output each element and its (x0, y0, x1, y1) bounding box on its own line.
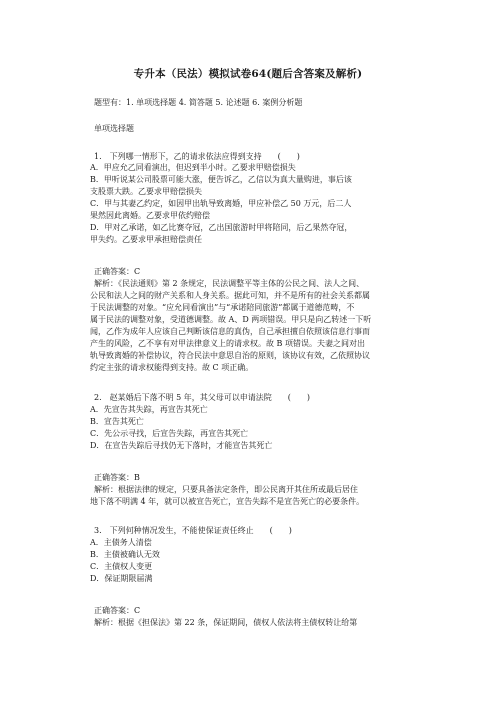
q3-explanation-line: 解析：根据《担保法》第 22 条，保证期间，债权人依法将主债权转让给第 (94, 618, 358, 627)
q3-option-a: A．主债务人清偿 (90, 538, 152, 547)
q1-explanation-line: 约定主张的请求权能得到支持。故 C 项正确。 (90, 363, 254, 372)
q1-option-b-line1: B．甲听说某公司股票可能大涨，便告诉乙，乙信以为真大量购进，事后该 (90, 175, 352, 184)
q1-explanation-line: 解析：《民法通则》第 2 条规定，民法调整平等主体的公民之间、法人之间、 (94, 279, 365, 288)
q3-answer: 正确答案：C (94, 606, 141, 615)
q1-option-c-line1: C．甲与其妻乙约定，如因甲出轨导致离婚，甲应补偿乙 50 万元，后二人 (90, 199, 352, 208)
q1-explanation-line: 闻，乙作为成年人应该自己判断该信息的真伪，自己承担擅自依照该信息行事而 (90, 327, 370, 336)
q1-explanation-line: 公民和法人之间的财产关系和人身关系。据此可知，并不是所有的社会关系都属 (90, 291, 370, 300)
q1-option-d-line1: D．甲对乙承诺，如乙比赛夺冠，乙出国旅游时甲将陪同，后乙果然夺冠， (90, 223, 353, 232)
q1-option-d-line2: 甲失约。乙要求甲承担赔偿责任 (90, 235, 202, 244)
q1-option-c-line2: 果然因此离婚。乙要求甲依约赔偿 (90, 211, 210, 220)
q2-explanation-line: 地下落不明满 4 年，就可以被宣告死亡，宣告失踪不是宣告死亡的必要条件。 (90, 497, 365, 506)
q1-option-b-line2: 支股票大跌。乙要求甲赔偿损失 (90, 187, 202, 196)
q2-stem: 2. 赵某婚后下落不明 5 年，其父母可以申请法院 ( ) (94, 393, 311, 402)
q2-answer: 正确答案：B (94, 473, 140, 482)
section-heading: 单项选择题 (94, 124, 134, 133)
q1-answer: 正确答案：C (94, 267, 141, 276)
page-title: 专升本（民法）模拟试卷64(题后含答案及解析) (133, 68, 363, 80)
q3-option-b: B．主债被确认无效 (90, 550, 160, 559)
q3-stem: 3. 下列何种情况发生，不能使保证责任终止 ( ) (94, 526, 292, 535)
q2-option-a: A．先宣告其失踪，再宣告其死亡 (90, 405, 208, 414)
question-types-line: 题型有：1. 单项选择题 4. 简答题 5. 论述题 6. 案例分析题 (94, 98, 303, 107)
q2-option-b: B．宣告其死亡 (90, 417, 144, 426)
q3-option-c: C．主债权人变更 (90, 562, 153, 571)
q1-stem: 1. 下列哪一情形下，乙的请求依法应得到支持 ( ) (94, 152, 300, 161)
q2-option-c: C．先公示寻找，后宣告失踪，再宣告其死亡 (90, 429, 249, 438)
q1-explanation-line: 属于民法的调整对象，受道德调整。故 A、D 两项错误。甲只是向乙转述一下听 (90, 315, 372, 324)
q1-explanation-line: 于民法调整的对象。“应允同看演出”与“承诺陪同旅游”都属于道德范畴，不 (90, 303, 355, 312)
q1-explanation-line: 产生的风险，乙不享有对甲法律意义上的请求权。故 B 项错误。夫妻之间对出 (90, 339, 365, 348)
q3-option-d: D．保证期限届满 (90, 574, 153, 583)
q1-explanation-line: 轨导致离婚的补偿协议，符合民法中意思自治的原则，该协议有效，乙依照协议 (90, 351, 370, 360)
q2-option-d: D．在宣告失踪后寻找仍无下落时，才能宣告其死亡 (90, 441, 273, 450)
q1-option-a: A．甲应允乙同看演出，但迟到半小时。乙要求甲赔偿损失 (90, 163, 296, 172)
q2-explanation-line: 解析：根据法律的规定，只要具备法定条件，即公民离开其住所或最后居住 (94, 485, 358, 494)
